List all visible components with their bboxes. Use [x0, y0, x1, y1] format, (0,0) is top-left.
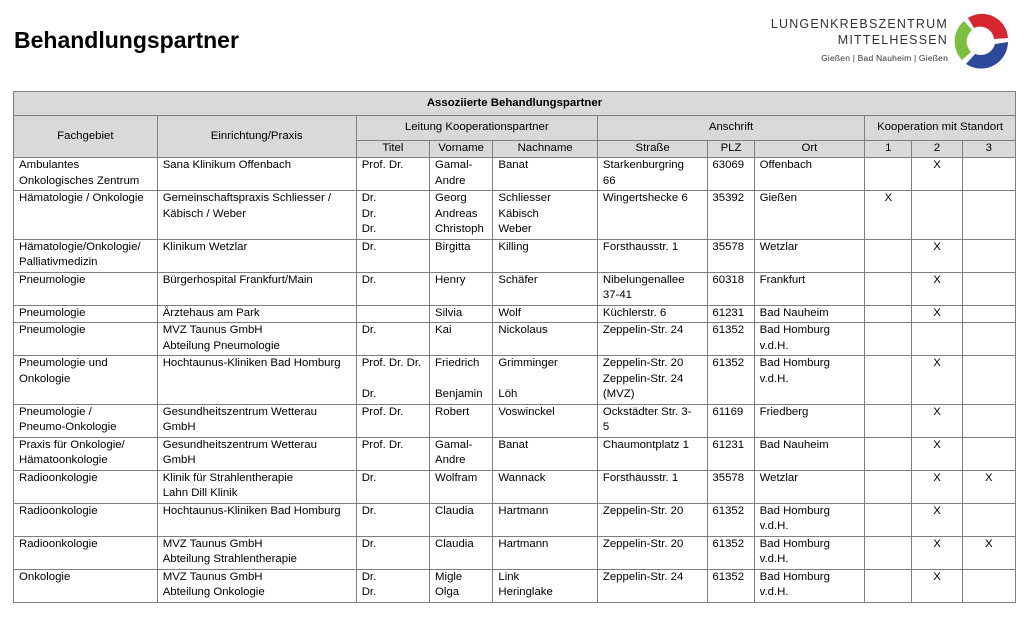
logo-arc-green [955, 21, 972, 60]
cell-fachgebiet: Radioonkologie [14, 536, 158, 569]
cell-fachgebiet: Pneumologie [14, 323, 158, 356]
table-row [14, 158, 1016, 191]
cell-standort-1: X [865, 191, 912, 240]
partners-table [13, 91, 1016, 603]
cell-titel: Dr. [356, 536, 429, 569]
cell-einrichtung: Gemeinschaftspraxis Schliesser / Käbisch / Weber [157, 191, 356, 240]
cell-standort-1 [865, 404, 912, 437]
cell-plz: 61352 [708, 569, 754, 602]
cell-strasse: Ockstädter Str. 3- 5 [597, 404, 708, 437]
cell-titel: Prof. Dr. [356, 158, 429, 191]
cell-einrichtung: MVZ Taunus GmbH Abteilung Pneumologie [157, 323, 356, 356]
cell-strasse: Zeppelin-Str. 20 Zeppelin-Str. 24 (MVZ) [597, 356, 708, 405]
cell-ort: Bad Homburg v.d.H. [754, 503, 865, 536]
logo-text [771, 16, 948, 65]
cell-einrichtung: Klinik für Strahlentherapie Lahn Dill Klinik [157, 470, 356, 503]
cell-titel: Dr. [356, 503, 429, 536]
cell-vorname: Henry [430, 272, 493, 305]
header-nachname: Nachname [493, 141, 598, 158]
cell-titel [356, 305, 429, 323]
cell-standort-3 [962, 356, 1015, 405]
cell-standort-2: X [912, 305, 962, 323]
cell-fachgebiet: Pneumologie [14, 272, 158, 305]
logo-arc-red [968, 14, 1008, 39]
cell-vorname: Friedrich Benjamin [430, 356, 493, 405]
cell-nachname: Hartmann [493, 536, 598, 569]
cell-einrichtung: Gesundheitszentrum Wetterau GmbH [157, 404, 356, 437]
table-row [14, 404, 1016, 437]
cell-plz: 61231 [708, 305, 754, 323]
cell-titel: Dr. [356, 239, 429, 272]
cell-standort-3 [962, 503, 1015, 536]
cell-ort: Offenbach [754, 158, 865, 191]
cell-titel: Dr. [356, 470, 429, 503]
cell-standort-1 [865, 356, 912, 405]
cell-standort-3 [962, 569, 1015, 602]
logo [770, 12, 1012, 70]
cell-standort-3 [962, 191, 1015, 240]
cell-fachgebiet: Onkologie [14, 569, 158, 602]
table-row [14, 239, 1016, 272]
cell-ort: Bad Nauheim [754, 437, 865, 470]
cell-strasse: Wingertshecke 6 [597, 191, 708, 240]
header-plz: PLZ [708, 141, 754, 158]
cell-ort: Frankfurt [754, 272, 865, 305]
header-strasse: Straße [597, 141, 708, 158]
cell-ort: Bad Nauheim [754, 305, 865, 323]
cell-ort: Bad Homburg v.d.H. [754, 536, 865, 569]
cell-ort: Bad Homburg v.d.H. [754, 356, 865, 405]
cell-standort-3 [962, 158, 1015, 191]
cell-strasse: Chaumontplatz 1 [597, 437, 708, 470]
cell-standort-1 [865, 323, 912, 356]
cell-nachname: Wolf [493, 305, 598, 323]
cell-nachname: Banat [493, 437, 598, 470]
table-row [14, 470, 1016, 503]
cell-einrichtung: MVZ Taunus GmbH Abteilung Onkologie [157, 569, 356, 602]
logo-line3: Gießen | Bad Nauheim | Gießen [821, 53, 948, 63]
cell-standort-2: X [912, 272, 962, 305]
cell-titel: Prof. Dr. Dr. Dr. [356, 356, 429, 405]
cell-vorname: Gamal- Andre [430, 158, 493, 191]
cell-standort-2: X [912, 437, 962, 470]
cell-standort-2: X [912, 404, 962, 437]
cell-vorname: Kai [430, 323, 493, 356]
cell-plz: 61231 [708, 437, 754, 470]
cell-titel: Prof. Dr. [356, 404, 429, 437]
cell-strasse: Forsthausstr. 1 [597, 239, 708, 272]
table-row [14, 272, 1016, 305]
header-titel: Titel [356, 141, 429, 158]
cell-plz: 60318 [708, 272, 754, 305]
cell-standort-2: X [912, 569, 962, 602]
cell-einrichtung: MVZ Taunus GmbH Abteilung Strahlentherapie [157, 536, 356, 569]
cell-plz: 61352 [708, 503, 754, 536]
cell-standort-2: X [912, 158, 962, 191]
cell-plz: 61352 [708, 356, 754, 405]
cell-einrichtung: Hochtaunus-Kliniken Bad Homburg [157, 503, 356, 536]
cell-standort-3: X [962, 470, 1015, 503]
table-row [14, 503, 1016, 536]
cell-vorname: Robert [430, 404, 493, 437]
table-row [14, 191, 1016, 240]
table-row [14, 536, 1016, 569]
cell-vorname: Claudia [430, 536, 493, 569]
cell-ort: Wetzlar [754, 239, 865, 272]
cell-strasse: Zeppelin-Str. 24 [597, 569, 708, 602]
logo-line2: MITTELHESSEN [837, 33, 948, 47]
cell-ort: Bad Homburg v.d.H. [754, 323, 865, 356]
cell-vorname: Gamal- Andre [430, 437, 493, 470]
cell-standort-2 [912, 191, 962, 240]
cell-fachgebiet: Hämatologie / Onkologie [14, 191, 158, 240]
cell-plz: 35578 [708, 239, 754, 272]
cell-titel: Dr. [356, 272, 429, 305]
cell-vorname: Birgitta [430, 239, 493, 272]
cell-vorname: Claudia [430, 503, 493, 536]
header-ort: Ort [754, 141, 865, 158]
table-row [14, 569, 1016, 602]
cell-standort-3 [962, 272, 1015, 305]
header-standort-1: 1 [865, 141, 912, 158]
cell-plz: 35578 [708, 470, 754, 503]
header-vorname: Vorname [430, 141, 493, 158]
header-standort-2: 2 [912, 141, 962, 158]
cell-strasse: Forsthausstr. 1 [597, 470, 708, 503]
cell-standort-1 [865, 437, 912, 470]
cell-standort-1 [865, 272, 912, 305]
cell-nachname: Schäfer [493, 272, 598, 305]
table-row [14, 305, 1016, 323]
cell-standort-3: X [962, 536, 1015, 569]
cell-plz: 61352 [708, 536, 754, 569]
cell-fachgebiet: Pneumologie und Onkologie [14, 356, 158, 405]
cell-strasse: Nibelungenallee 37-41 [597, 272, 708, 305]
cell-ort: Gießen [754, 191, 865, 240]
cell-standort-1 [865, 536, 912, 569]
cell-standort-1 [865, 239, 912, 272]
logo-mark-icon [950, 12, 1010, 70]
cell-standort-2: X [912, 470, 962, 503]
cell-plz: 61352 [708, 323, 754, 356]
logo-arc-blue [966, 42, 1008, 69]
cell-standort-1 [865, 503, 912, 536]
cell-fachgebiet: Radioonkologie [14, 503, 158, 536]
cell-vorname: Silvia [430, 305, 493, 323]
cell-plz: 35392 [708, 191, 754, 240]
cell-strasse: Küchlerstr. 6 [597, 305, 708, 323]
cell-vorname: Georg Andreas Christoph [430, 191, 493, 240]
cell-standort-2: X [912, 356, 962, 405]
logo-line1: LUNGENKREBSZENTRUM [770, 17, 948, 31]
table-row [14, 323, 1016, 356]
cell-nachname: Schliesser Käbisch Weber [493, 191, 598, 240]
cell-einrichtung: Gesundheitszentrum Wetterau GmbH [157, 437, 356, 470]
cell-standort-3 [962, 404, 1015, 437]
table-body [14, 158, 1016, 603]
cell-vorname: Migle Olga [430, 569, 493, 602]
cell-standort-1 [865, 158, 912, 191]
cell-standort-1 [865, 470, 912, 503]
page-title: Behandlungspartner [14, 27, 239, 53]
cell-nachname: Hartmann [493, 503, 598, 536]
cell-nachname: Killing [493, 239, 598, 272]
cell-fachgebiet: Hämatologie/Onkologie/ Palliativmedizin [14, 239, 158, 272]
cell-nachname: Voswinckel [493, 404, 598, 437]
cell-standort-3 [962, 323, 1015, 356]
cell-standort-3 [962, 239, 1015, 272]
cell-nachname: Banat [493, 158, 598, 191]
cell-titel: Dr. Dr. Dr. [356, 191, 429, 240]
cell-plz: 61169 [708, 404, 754, 437]
header-einrichtung: Einrichtung/Praxis [157, 116, 356, 158]
cell-fachgebiet: Pneumologie [14, 305, 158, 323]
cell-standort-2: X [912, 239, 962, 272]
header-anschrift: Anschrift [597, 116, 864, 141]
cell-standort-3 [962, 437, 1015, 470]
cell-ort: Bad Homburg v.d.H. [754, 569, 865, 602]
cell-standort-2: X [912, 503, 962, 536]
cell-plz: 63069 [708, 158, 754, 191]
table-row [14, 356, 1016, 405]
cell-standort-2 [912, 323, 962, 356]
header-standort-3: 3 [962, 141, 1015, 158]
table-row [14, 437, 1016, 470]
cell-fachgebiet: Radioonkologie [14, 470, 158, 503]
cell-einrichtung: Hochtaunus-Kliniken Bad Homburg [157, 356, 356, 405]
cell-nachname: Wannack [493, 470, 598, 503]
cell-fachgebiet: Pneumologie / Pneumo-Onkologie [14, 404, 158, 437]
cell-standort-1 [865, 305, 912, 323]
table-title: Assoziierte Behandlungspartner [14, 92, 1016, 116]
cell-fachgebiet: Praxis für Onkologie/ Hämatoonkologie [14, 437, 158, 470]
cell-strasse: Zeppelin-Str. 20 [597, 536, 708, 569]
cell-strasse: Zeppelin-Str. 24 [597, 323, 708, 356]
cell-strasse: Zeppelin-Str. 20 [597, 503, 708, 536]
cell-titel: Dr. Dr. [356, 569, 429, 602]
cell-einrichtung: Bürgerhospital Frankfurt/Main [157, 272, 356, 305]
cell-einrichtung: Ärztehaus am Park [157, 305, 356, 323]
cell-einrichtung: Sana Klinikum Offenbach [157, 158, 356, 191]
header-kooperation: Kooperation mit Standort [865, 116, 1016, 141]
cell-standort-3 [962, 305, 1015, 323]
cell-standort-2: X [912, 536, 962, 569]
cell-titel: Dr. [356, 323, 429, 356]
header-leitung: Leitung Kooperationspartner [356, 116, 597, 141]
cell-standort-1 [865, 569, 912, 602]
header-fachgebiet: Fachgebiet [14, 116, 158, 158]
cell-einrichtung: Klinikum Wetzlar [157, 239, 356, 272]
cell-nachname: Link Heringlake [493, 569, 598, 602]
cell-titel: Prof. Dr. [356, 437, 429, 470]
cell-ort: Wetzlar [754, 470, 865, 503]
cell-ort: Friedberg [754, 404, 865, 437]
cell-vorname: Wolfram [430, 470, 493, 503]
cell-strasse: Starkenburgring 66 [597, 158, 708, 191]
cell-nachname: Grimminger Löh [493, 356, 598, 405]
cell-fachgebiet: Ambulantes Onkologisches Zentrum [14, 158, 158, 191]
cell-nachname: Nickolaus [493, 323, 598, 356]
